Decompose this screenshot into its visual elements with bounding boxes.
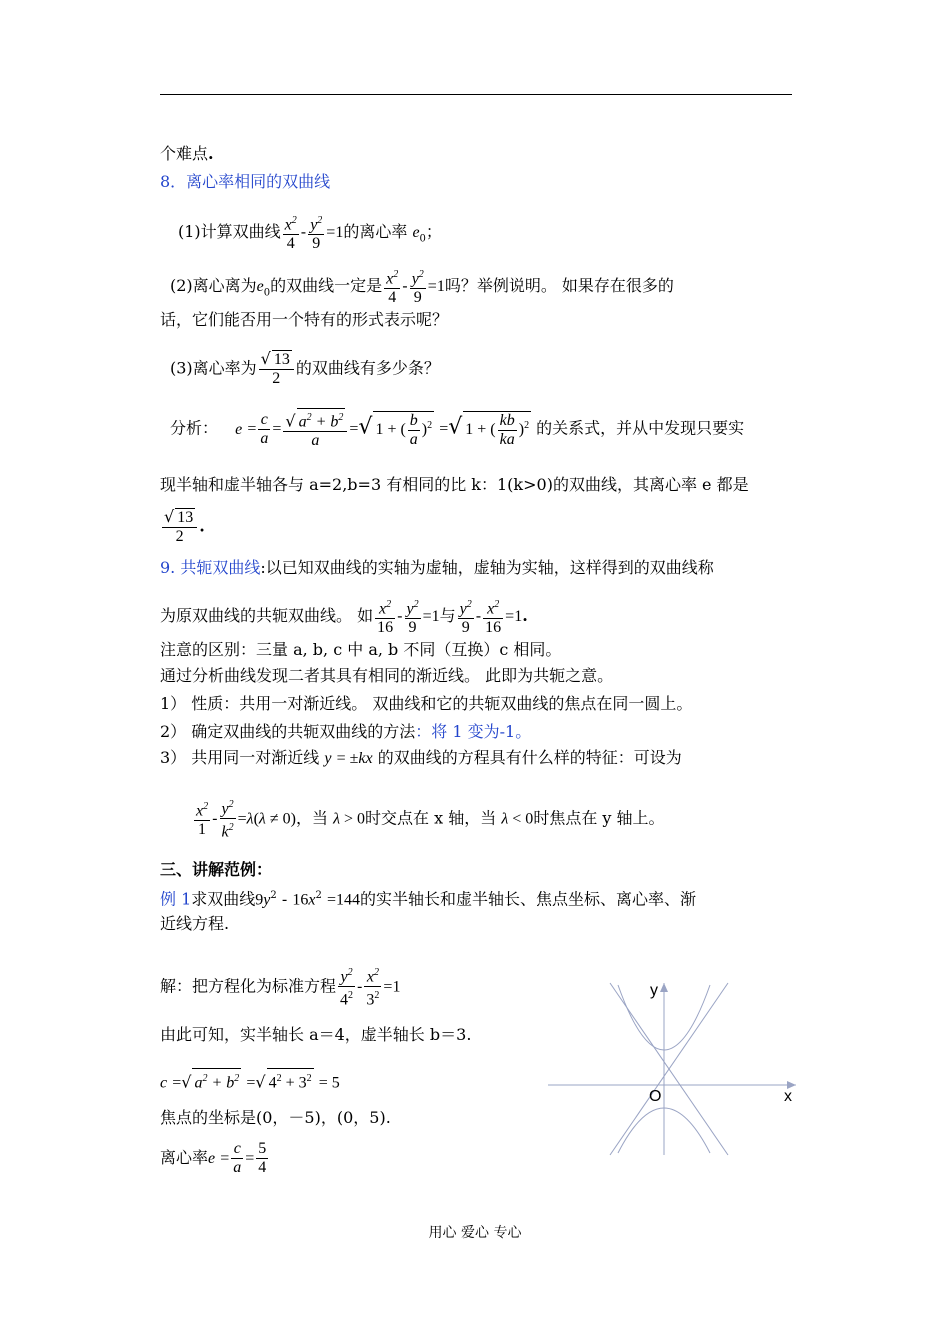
- solution-foci: 焦点的坐标是(0，－5)，(0，5).: [160, 1108, 391, 1127]
- analysis-result: $\frac{√ 13}{2}$ .: [164, 507, 205, 545]
- y-axis-arrow: [660, 983, 668, 992]
- solution-standard-form: 解：把方程化为标准方程 $\frac{y^2}{4^2}$ - $\frac{x^2}{3^2}$ =1: [160, 964, 400, 1010]
- page-footer: 用心 爱心 专心: [428, 1225, 522, 1241]
- y-label: y: [650, 982, 658, 999]
- question-3: (3)离心率为 $\frac{√ 13}{2}$ 的双曲线有多少条？: [170, 349, 440, 387]
- section-9-line1: 9. 共轭双曲线:以已知双曲线的实轴为虚轴，虚轴为实轴，这样得到的双曲线称: [160, 558, 714, 577]
- item-1: 1） 性质：共用一对渐近线。 双曲线和它的共轭双曲线的焦点在同一圆上。: [160, 694, 693, 713]
- origin-label: O: [649, 1088, 662, 1105]
- solution-axes: 由此可知，实半轴长 a＝4，虚半轴长 b＝3.: [160, 1025, 472, 1044]
- conjugate-form: $\frac{x^2}{1}$ - $\frac{y^2}{k^2}$ =λ(λ ≠ 0)，当 λ > 0时交点在 x 轴，当 λ < 0时焦点在 y 轴上。: [192, 796, 665, 842]
- question-2-cont: 话，它们能否用一个特有的形式表示呢？: [160, 310, 449, 329]
- header-rule: [160, 94, 792, 95]
- solution-c: c =√ $a^2 + b^2$ =√ $4^2 + 3^2 = 5$: [160, 1068, 340, 1093]
- item-2: 2） 确定双曲线的共轭双曲线的方法：将 1 变为-1。: [160, 722, 532, 741]
- section-3-heading: 三、讲解范例：: [160, 860, 273, 879]
- x-label: x: [784, 1088, 792, 1105]
- solution-eccentricity: 离心率e = $\frac{c}{a}$ = $\frac{5}{4}$: [160, 1140, 267, 1176]
- hyperbola-graph: [540, 975, 800, 1165]
- analysis: 分析： e = $\frac{c}{a}$ = $\frac{√ a^2 + b^2}{a}$ =√ 1 + ( $\frac{b}{a}$ )$^2$ =√ 1 + ( $\frac{kb}{ka}$ )$^2$ 的关系式，并从中发现只要实: [170, 408, 744, 450]
- section-8-heading: 8．离心率相同的双曲线: [160, 172, 331, 191]
- item-3: 3） 共用同一对渐近线 y = ±kx 的双曲线的方程具有什么样的特征：可设为: [160, 748, 682, 767]
- example-1-cont: 近线方程.: [160, 914, 230, 933]
- note-1: 注意的区别：三量 a, b, c 中 a, b 不同（互换）c 相同。: [160, 640, 562, 659]
- section-9-line2: 为原双曲线的共轭双曲线。 如 $\frac{x^2}{16}$ - $\frac{y^2}{9}$ =1与 $\frac{y^2}{9}$ - $\frac{x^2}{16}$ =1.: [160, 596, 528, 637]
- analysis-cont: 现半轴和虚半轴各与 a=2,b=3 有相同的比 k：1(k>0)的双曲线，其离心率 e 都是: [160, 475, 749, 494]
- paragraph: 个难点.: [160, 144, 214, 163]
- example-1: 例 1求双曲线$9y^2 - 16x^2 =144$的实半轴长和虚半轴长、焦点坐标、离心率、渐: [160, 889, 696, 909]
- question-2: (2)离心离为$e_0$的双曲线一定是 $\frac{x^2}{4}$ - $\frac{y^2}{9}$ =1吗？举例说明。 如果存在很多的: [170, 266, 674, 307]
- note-2: 通过分析曲线发现二者其具有相同的渐近线。 此即为共轭之意。: [160, 666, 614, 685]
- question-1: (1)计算双曲线 $\frac{x^2}{4}$ - $\frac{y^2}{9}$ =1的离心率 $e_0$；: [178, 212, 442, 253]
